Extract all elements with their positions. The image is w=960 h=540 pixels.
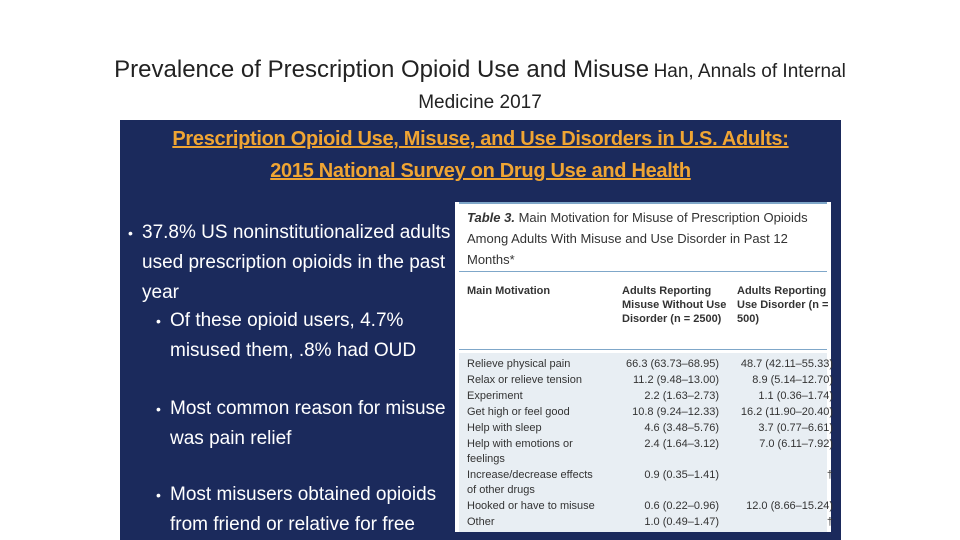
- bullet-misuse-reason: [156, 394, 460, 454]
- cell-misuse-value: 0.9 (0.35–1.41): [644, 469, 719, 481]
- cell-motivation: Experiment: [467, 390, 523, 402]
- column-header-use-disorder: Adults Reporting Use Disorder (n = 500): [737, 285, 829, 325]
- table-rule-header: [459, 271, 827, 272]
- cell-disorder-value: 3.7 (0.77–6.61): [758, 422, 833, 434]
- cell-disorder-value: 48.7 (42.11–55.33): [740, 358, 833, 370]
- bullet-icon: •: [156, 401, 161, 417]
- table-rule-body: [459, 349, 827, 350]
- embedded-slide-image: [120, 120, 841, 540]
- cell-disorder-value: 8.9 (5.14–12.70): [752, 374, 833, 386]
- cell-disorder-value: 1.1 (0.36–1.74): [758, 390, 833, 402]
- bullet-icon: •: [156, 313, 161, 329]
- bullet-text: Most common reason for misuse was pain relief: [170, 398, 446, 449]
- cell-motivation: Help with sleep: [467, 422, 542, 434]
- bullet-text: 37.8% US noninstitutionalized adults used prescription opioids in the past year: [142, 222, 451, 303]
- cell-misuse-value: 4.6 (3.48–5.76): [644, 422, 719, 434]
- bullet-opioid-use: [128, 218, 462, 308]
- column-header-misuse-without-disorder: Adults Reporting Misuse Without Use Disorder (n = 2500): [622, 285, 727, 325]
- table-caption-text: Main Motivation for Misuse of Prescription Opioids Among Adults With Misuse and Use Disorder in Past 12 Months*: [467, 210, 808, 267]
- cell-disorder-value: 12.0 (8.66–15.24): [746, 500, 833, 512]
- bullet-opioid-source: [156, 480, 460, 540]
- cell-disorder-value: †: [826, 469, 833, 481]
- cell-motivation: Relieve physical pain: [467, 358, 571, 370]
- cell-misuse-value: 1.0 (0.49–1.47): [644, 516, 719, 528]
- slide-heading-line2: 2015 National Survey on Drug Use and Health: [270, 160, 691, 182]
- cell-motivation: Hooked or have to misuse: [467, 500, 595, 512]
- title-citation: Han, Annals of Internal: [653, 61, 846, 82]
- bullet-text: Most misusers obtained opioids from friend or relative for free: [170, 484, 437, 535]
- cell-misuse-value: 11.2 (9.48–13.00): [632, 374, 719, 386]
- table-caption: [467, 207, 827, 270]
- bullet-icon: •: [128, 225, 133, 241]
- title-citation-continued: Medicine 2017: [418, 92, 542, 113]
- cell-misuse-value: 66.3 (63.73–68.95): [626, 358, 719, 370]
- cell-motivation: Other: [467, 516, 495, 528]
- cell-misuse-value: 10.8 (9.24–12.33): [632, 406, 719, 418]
- cell-motivation: Get high or feel good: [467, 406, 570, 418]
- bullet-icon: •: [156, 487, 161, 503]
- bullet-misuse-rate: [156, 306, 460, 366]
- cell-disorder-value: 7.0 (6.11–7.92): [759, 438, 833, 450]
- bullet-text: Of these opioid users, 4.7% misused them, .8% had OUD: [170, 310, 417, 361]
- table-label: Table 3.: [467, 210, 515, 225]
- cell-motivation: Increase/decrease effects of other drugs: [467, 469, 593, 496]
- cell-motivation: Help with emotions or feelings: [467, 438, 573, 465]
- table-body: [459, 353, 833, 532]
- cell-misuse-value: 0.6 (0.22–0.96): [644, 500, 719, 512]
- motivation-table: [455, 202, 831, 532]
- cell-motivation: Relax or relieve tension: [467, 374, 582, 386]
- cell-disorder-value: 16.2 (11.90–20.40): [740, 406, 833, 418]
- column-header-motivation: Main Motivation: [467, 285, 551, 297]
- slide-heading-line1: Prescription Opioid Use, Misuse, and Use Disorders in U.S. Adults:: [172, 128, 789, 150]
- title-main: Prevalence of Prescription Opioid Use and Misuse: [114, 56, 650, 83]
- table-rule-top: [459, 202, 827, 204]
- cell-disorder-value: †: [826, 516, 833, 528]
- cell-misuse-value: 2.2 (1.63–2.73): [644, 390, 719, 402]
- page-title: [0, 56, 960, 84]
- cell-misuse-value: 2.4 (1.64–3.12): [644, 438, 719, 450]
